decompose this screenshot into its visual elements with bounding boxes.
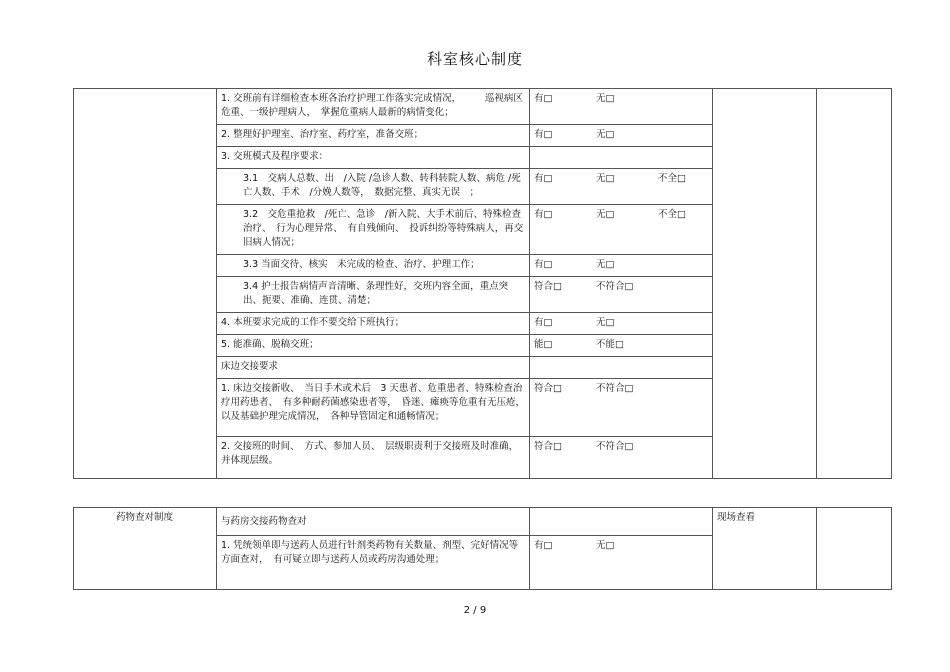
check-item-text: 1. 凭统领单即与送药人员进行针剂类药物有关数量、剂型、完好情况等方面查对， 有可疑立即与送药人员或药房沟通处理； (217, 536, 530, 590)
checkbox-option[interactable]: 无□ (596, 129, 615, 140)
check-item-text: 1. 床边交接新收、 当日手术或术后 3 天患者、危重患者、特殊检查治疗用药患者、 有多种耐药菌感染患者等， 昏迷、瘫痪等危重有无压疮， 以及基础护理完成情况， 各种导管固定和通畅情况； (217, 379, 530, 437)
category-cell (74, 89, 217, 479)
check-item-text: 床边交接要求 (217, 357, 530, 379)
check-item-text: 3.3 当面交待、核实 未完成的检查、治疗、护理工作； (217, 255, 530, 277)
check-options (530, 357, 713, 379)
checkbox-option[interactable]: 有□ (534, 259, 553, 270)
check-options (530, 437, 713, 479)
check-options (530, 508, 713, 536)
checkbox-option[interactable]: 不全□ (658, 173, 686, 184)
checkbox-option[interactable]: 有□ (534, 129, 553, 140)
table-row (74, 89, 892, 125)
score-cell (817, 508, 892, 590)
checkbox-option[interactable]: 不符合□ (596, 441, 634, 452)
check-item-text: 3. 交班模式及程序要求： (217, 147, 530, 169)
checkbox-option[interactable]: 有□ (534, 209, 553, 220)
checkbox-option[interactable]: 符合□ (534, 441, 562, 452)
method-cell (713, 89, 817, 479)
check-table-handover (73, 88, 892, 479)
check-item-text: 2. 交接班的时间、 方式、参加人员、 层级职责利于交接班及时准确，并体现层级。 (217, 437, 530, 479)
check-options (530, 147, 713, 169)
check-options (530, 89, 713, 125)
check-item-text: 3.4 护士报告病情声音清晰、条理性好，交班内容全面，重点突出、扼要、准确、连贯、清楚； (217, 277, 530, 313)
check-options (530, 169, 713, 205)
checkbox-option[interactable]: 无□ (596, 540, 615, 551)
checkbox-option[interactable]: 不符合□ (596, 281, 634, 292)
table-row (74, 508, 892, 536)
checkbox-option[interactable]: 不能□ (596, 339, 624, 350)
checkbox-option[interactable]: 无□ (596, 93, 615, 104)
checkbox-option[interactable]: 无□ (596, 317, 615, 328)
checkbox-option[interactable]: 不符合□ (596, 383, 634, 394)
check-options (530, 313, 713, 335)
check-item-text: 4. 本班要求完成的工作不要交给下班执行； (217, 313, 530, 335)
checkbox-option[interactable]: 有□ (534, 317, 553, 328)
check-item-text: 1. 交班前有详细检查本班各治疗护理工作落实完成情况， 巡视病区危重、一级护理病人， 掌握危重病人最新的病情变化； (217, 89, 530, 125)
check-item-text: 2. 整理好护理室、治疗室、药疗室，准备交班； (217, 125, 530, 147)
check-options (530, 379, 713, 437)
check-item-text: 5. 能准确、脱稿交班； (217, 335, 530, 357)
page-title: 科室核心制度 (426, 50, 523, 68)
checkbox-option[interactable]: 有□ (534, 173, 553, 184)
checkbox-option[interactable]: 无□ (596, 209, 615, 220)
checkbox-option[interactable]: 有□ (534, 93, 553, 104)
checkbox-option[interactable]: 无□ (596, 173, 615, 184)
checkbox-option[interactable]: 有□ (534, 540, 553, 551)
checkbox-option[interactable]: 无□ (596, 259, 615, 270)
check-item-text: 3.2 交危重抢救 /死亡、急诊 /新入院、大手术前后、特殊检查治疗、 行为心理异常、 有自残倾向、 投诉纠纷等特殊病人，再交旧病人情况； (217, 205, 530, 255)
check-item-text: 3.1 交病人总数、出 /入院 /急诊人数、转科转院人数、病危 /死亡人数、手术 /分娩人数等， 数据完整、真实无误 ； (217, 169, 530, 205)
check-options (530, 335, 713, 357)
check-item-text: 与药房交接药物查对 (217, 508, 530, 536)
page-number: 2 / 9 (463, 605, 487, 616)
category-cell: 药物查对制度 (74, 508, 217, 590)
check-table-drug-verification (73, 507, 892, 590)
checkbox-option[interactable]: 不全□ (658, 209, 686, 220)
checkbox-option[interactable]: 符合□ (534, 281, 562, 292)
checkbox-option[interactable]: 符合□ (534, 383, 562, 394)
check-options (530, 255, 713, 277)
check-options (530, 125, 713, 147)
method-cell: 现场查看 (713, 508, 817, 590)
score-cell (817, 89, 892, 479)
checkbox-option[interactable]: 能□ (534, 339, 553, 350)
check-options (530, 536, 713, 590)
check-options (530, 205, 713, 255)
check-options (530, 277, 713, 313)
